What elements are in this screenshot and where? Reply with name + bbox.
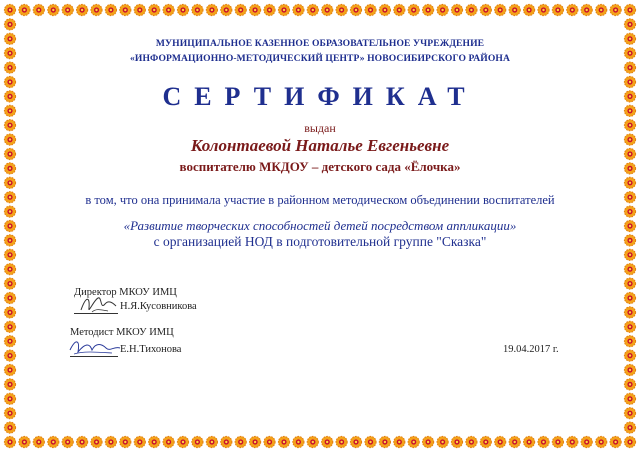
director-signature	[78, 292, 120, 318]
methodist-signature	[66, 334, 122, 358]
organization-line-2: «ИНФОРМАЦИОННО-МЕТОДИЧЕСКИЙ ЦЕНТР» НОВОСИБИРСКОГО РАЙОНА	[130, 53, 510, 64]
recipient-name: Колонтаевой Наталье Евгеньевне	[190, 136, 450, 155]
issued-label: выдан	[304, 121, 336, 135]
methodist-name: Е.Н.Тихонова	[120, 344, 182, 355]
participation-statement: в том, что она принимала участие в районном методическом объединении воспитателей	[85, 193, 555, 207]
issue-date: 19.04.2017 г.	[503, 344, 559, 355]
organization-line-1: МУНИЦИПАЛЬНОЕ КАЗЕННОЕ ОБРАЗОВАТЕЛЬНОЕ УЧРЕЖДЕНИЕ	[155, 38, 485, 49]
event-details: с организацией НОД в подготовительной группе "Сказка"	[153, 234, 487, 249]
event-topic: «Развитие творческих способностей детей посредством аппликации»	[123, 218, 517, 233]
director-role: Директор МКОУ ИМЦ	[74, 287, 177, 298]
methodist-role: Методист МКОУ ИМЦ	[70, 327, 174, 338]
certificate-title: СЕРТИФИКАТ	[162, 82, 478, 111]
recipient-position: воспитателю МКДОУ – детского сада «Ёлочка»	[179, 159, 461, 174]
director-name: Н.Я.Кусовникова	[120, 301, 197, 312]
